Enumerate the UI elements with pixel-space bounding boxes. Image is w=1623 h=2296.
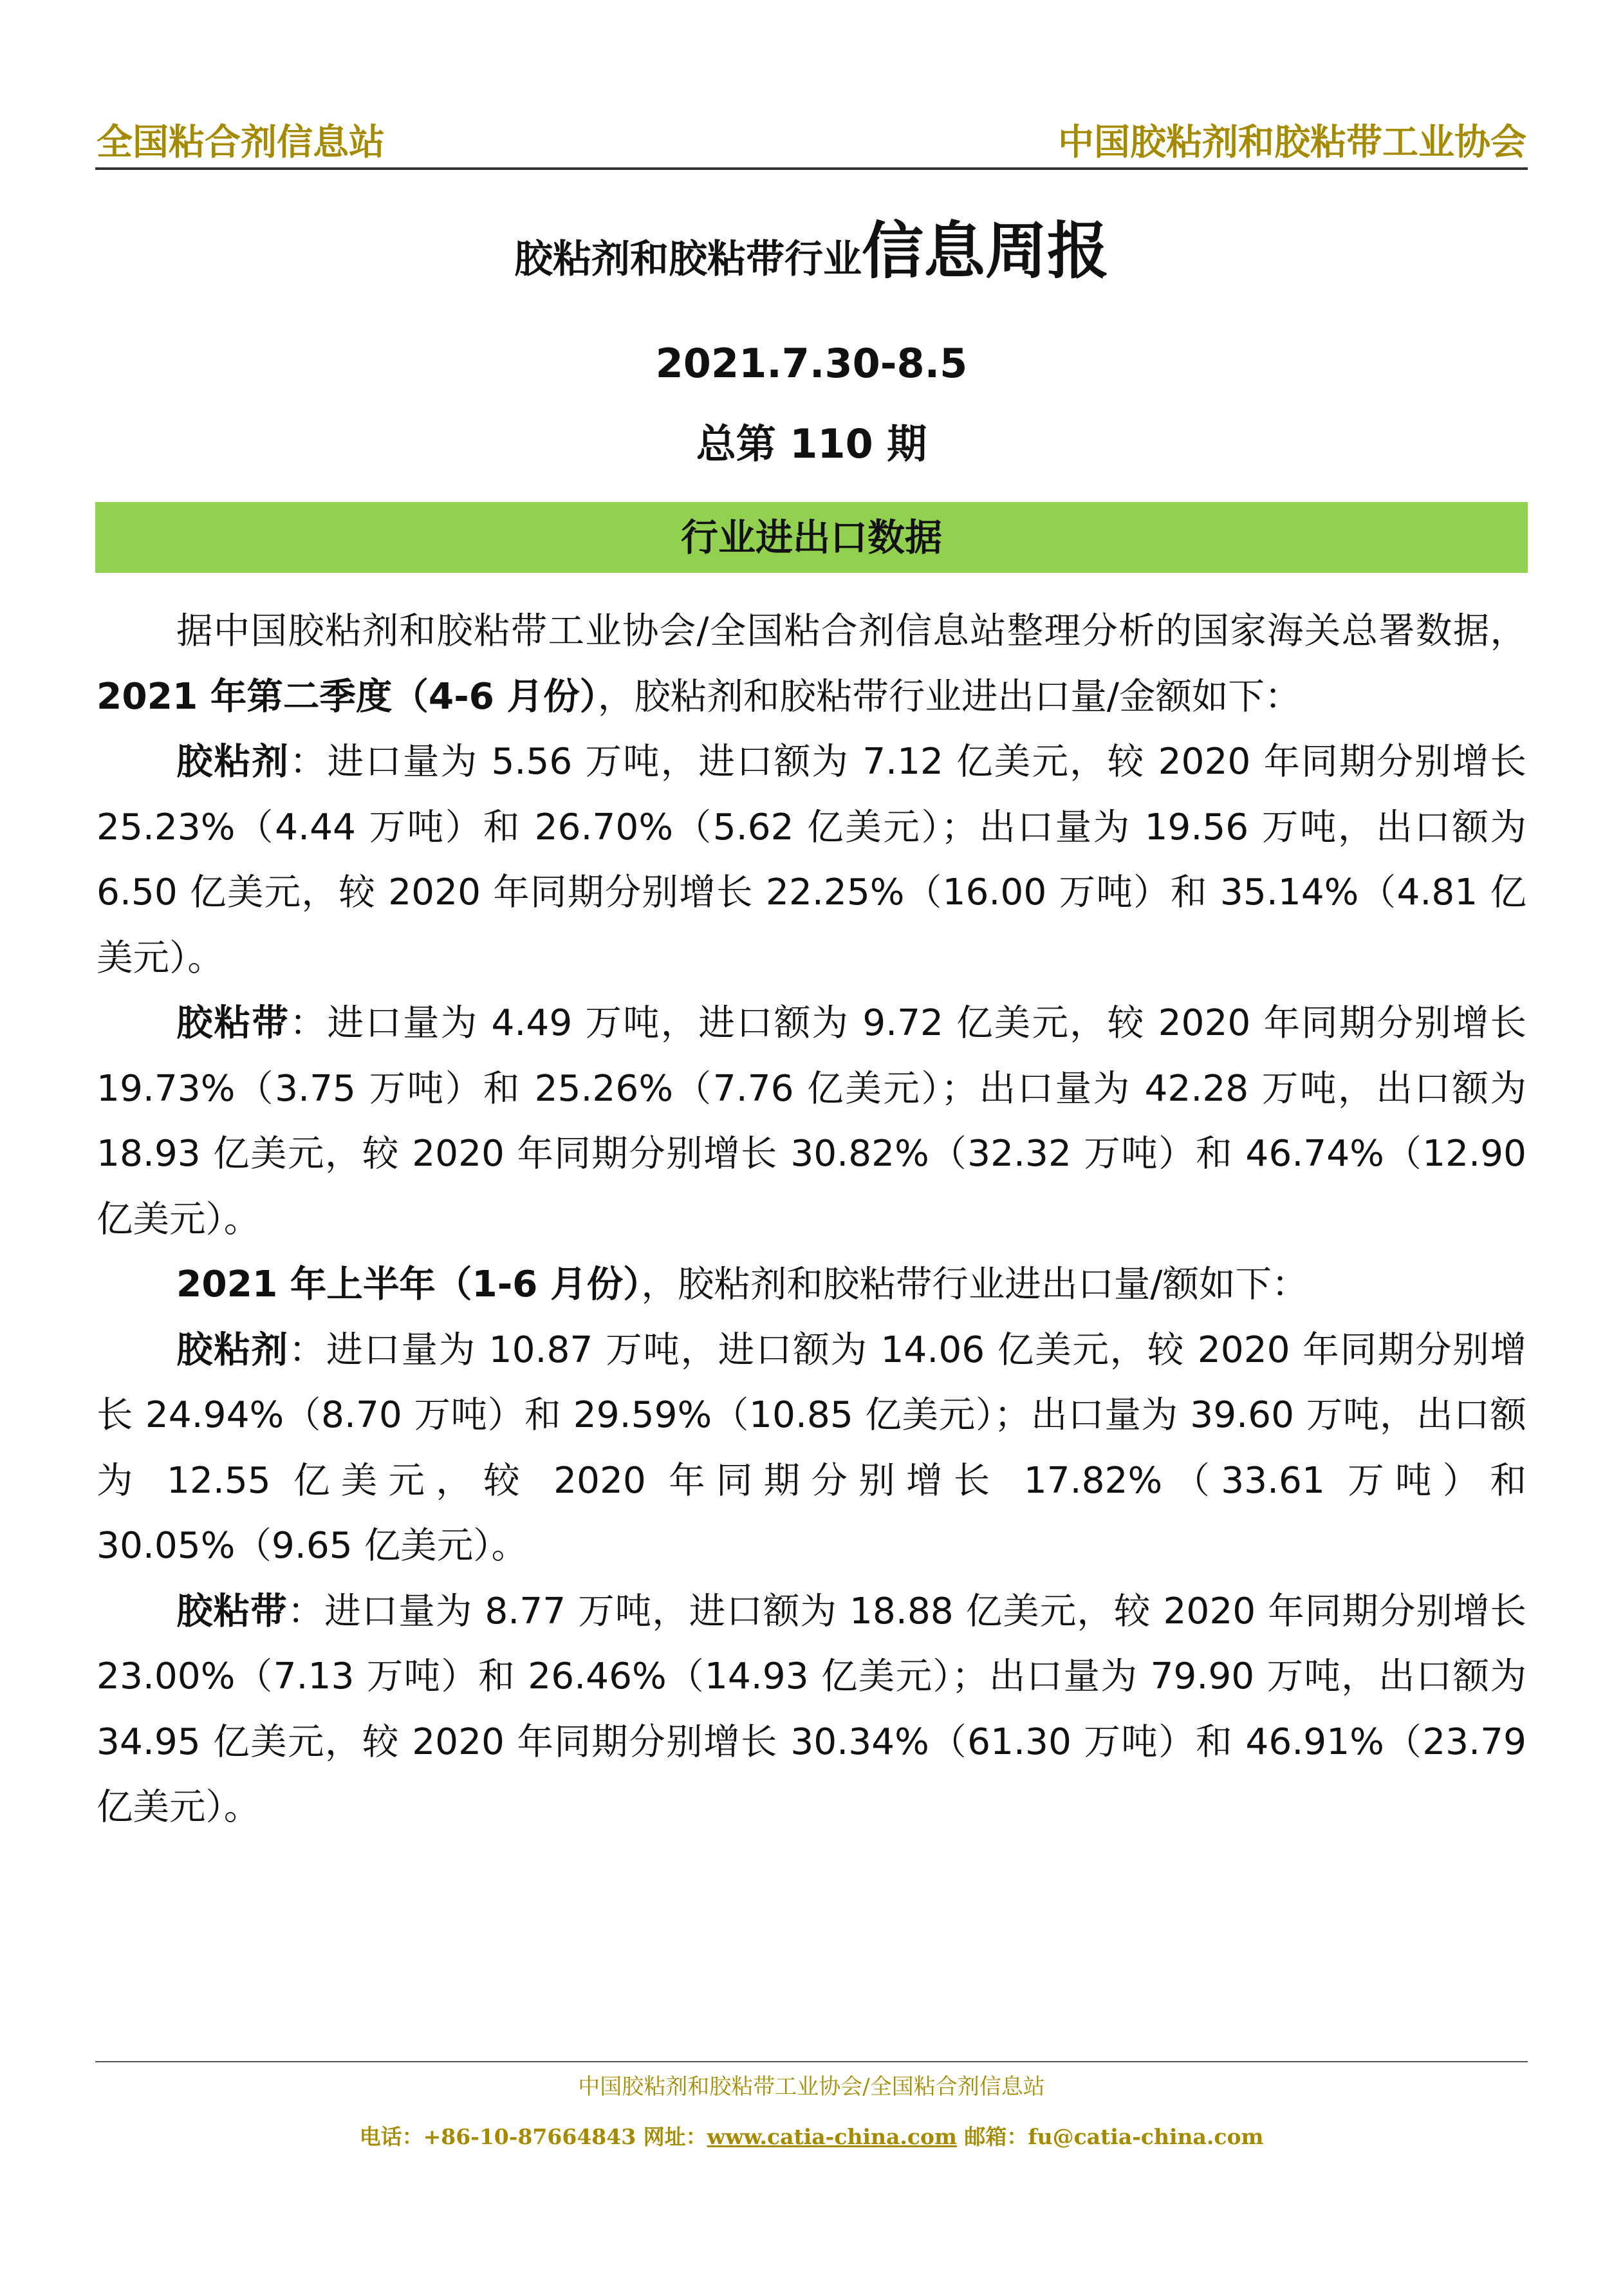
tape-label: 胶粘带 [176, 1002, 290, 1044]
paragraph-q2-tape: 胶粘带：进口量为 4.49 万吨，进口额为 9.72 亿美元，较 2020 年同期分别增长 19.73%（3.75 万吨）和 25.26%（7.76 亿美元）；出口量为 42.28 万吨，出口额为 18.93 亿美元，较 2020 年同期分别增长 30.82%（32.32 万吨）和 46.74%（12.90 亿美元）。 [97, 1002, 1527, 1240]
paragraph-intro: 据中国胶粘剂和胶粘带工业协会/全国粘合剂信息站整理分析的国家海关总署数据，2021 年第二季度（4-6 月份），胶粘剂和胶粘带行业进出口量/金额如下： [97, 610, 1526, 718]
tape-label: 胶粘带 [176, 1590, 288, 1632]
footer-website-link[interactable]: www.catia-china.com [707, 2124, 957, 2149]
header-right-org: 中国胶粘剂和胶粘带工业协会 [1058, 121, 1526, 163]
footer-phone: 电话：+86-10-87664843 网址： [359, 2124, 707, 2149]
footer-contact-line [0, 2118, 1623, 2156]
footer-org-line: 中国胶粘剂和胶粘带工业协会/全国粘合剂信息站 [578, 2074, 1045, 2100]
title-prefix: 胶粘剂和胶粘带行业 [514, 237, 862, 282]
paragraph-h1-adhesive: 胶粘剂：进口量为 10.87 万吨，进口额为 14.06 亿美元，较 2020 年同期分别增长 24.94%（8.70 万吨）和 29.59%（10.85 亿美元）；出口量为 39.60 万吨，出口额为 12.55 亿美元，较 2020 年同期分别增长 17.82%（33.61 万吨）和 30.05%（9.65 亿美元）。 [97, 1329, 1527, 1567]
adhesive-label: 胶粘剂 [176, 1329, 289, 1371]
paragraph-h1-intro: 2021 年上半年（1-6 月份），胶粘剂和胶粘带行业进出口量/额如下： [176, 1264, 1308, 1305]
footer-email: 邮箱：fu@catia-china.com [956, 2124, 1264, 2149]
page-title [0, 212, 1623, 308]
article-body [97, 599, 1526, 1840]
q2-period-label: 2021 年第二季度（4-6 月份） [97, 675, 598, 718]
adhesive-label: 胶粘剂 [176, 741, 290, 783]
page-header [95, 120, 1528, 165]
date-range: 2021.7.30-8.5 [655, 340, 968, 387]
section-title-bar: 行业进出口数据 [95, 502, 1528, 573]
header-divider [95, 167, 1528, 170]
paragraph-h1-tape: 胶粘带：进口量为 8.77 万吨，进口额为 18.88 亿美元，较 2020 年同期分别增长 23.00%（7.13 万吨）和 26.46%（14.93 亿美元）；出口量为 79.90 万吨，出口额为 34.95 亿美元，较 2020 年同期分别增长 30.34%（61.30 万吨）和 46.91%（23.79 亿美元）。 [97, 1590, 1526, 1828]
footer-divider [95, 2061, 1528, 2062]
title-main: 信息周报 [862, 215, 1109, 287]
paragraph-q2-adhesive: 胶粘剂：进口量为 5.56 万吨，进口额为 7.12 亿美元，较 2020 年同期分别增长 25.23%（4.44 万吨）和 26.70%（5.62 亿美元）；出口量为 19.56 万吨，出口额为 6.50 亿美元，较 2020 年同期分别增长 22.25%（16.00 万吨）和 35.14%（4.81 亿美元）。 [97, 741, 1527, 979]
issue-number: 总第 110 期 [696, 420, 927, 467]
h1-period-label: 2021 年上半年（1-6 月份） [176, 1264, 642, 1305]
header-left-org: 全国粘合剂信息站 [97, 121, 385, 163]
